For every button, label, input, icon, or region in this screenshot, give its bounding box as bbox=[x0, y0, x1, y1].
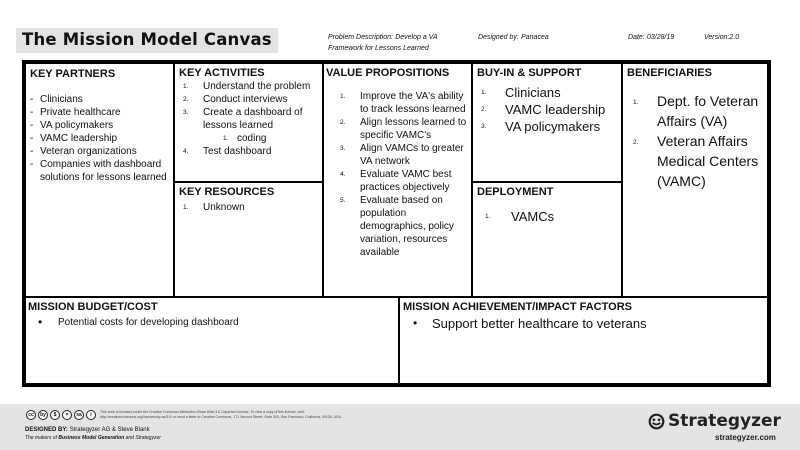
list-item: 4. Evaluate VAMC best practices objectively bbox=[340, 169, 452, 193]
designed-by-footer bbox=[25, 427, 150, 434]
budget-heading: MISSION BUDGET/COST bbox=[28, 301, 158, 313]
budget-list bbox=[28, 316, 396, 329]
key-partners-box bbox=[24, 62, 175, 298]
value-propositions-list bbox=[326, 90, 469, 259]
page-title: The Mission Model Canvas bbox=[22, 30, 272, 49]
list-item: 2. Conduct interviews bbox=[183, 94, 288, 105]
list-item: 2. Veteran Affairs Medical Centers (VAMC) bbox=[633, 133, 759, 189]
key-activities-list bbox=[179, 80, 318, 158]
buy-in-support-box bbox=[471, 62, 623, 183]
footer bbox=[0, 404, 800, 450]
list-item: 5. Evaluate based on population demographics, policy variation, resources available bbox=[340, 195, 454, 258]
problem-description bbox=[328, 32, 438, 54]
sa-icon: sa bbox=[74, 410, 84, 420]
list-item: 2. Align lessons learned to specific VAMC's bbox=[340, 117, 467, 141]
version bbox=[704, 32, 739, 43]
strategyzer-logo-icon bbox=[648, 413, 665, 430]
list-item: • Support better healthcare to veterans bbox=[403, 315, 764, 332]
buy-in-heading: BUY-IN & SUPPORT bbox=[477, 67, 582, 79]
version-value: 2.0 bbox=[729, 34, 740, 41]
list-item: 1. Clinicians bbox=[481, 85, 561, 100]
by-icon: by bbox=[38, 410, 48, 420]
buy-in-list bbox=[477, 84, 617, 135]
deployment-list bbox=[477, 208, 617, 225]
value-propositions-heading: VALUE PROPOSITIONS bbox=[326, 67, 450, 79]
designed-value: Panacea bbox=[521, 34, 549, 41]
key-resources-heading: KEY RESOURCES bbox=[179, 186, 275, 198]
strategyzer-logo[interactable] bbox=[648, 411, 781, 431]
beneficiaries-heading: BENEFICIARIES bbox=[627, 67, 712, 79]
list-item: 1. Unknown bbox=[183, 202, 245, 213]
list-item: 3. VA policymakers bbox=[481, 119, 601, 134]
key-resources-list bbox=[179, 201, 318, 214]
list-item: 1. Understand the problem bbox=[183, 81, 311, 92]
problem-value-1: Develop a VA bbox=[395, 34, 438, 41]
list-item: 1. Dept. fo Veteran Affairs (VA) bbox=[633, 93, 759, 129]
nd-icon: = bbox=[62, 410, 72, 420]
key-partners-heading: KEY PARTNERS bbox=[30, 68, 116, 80]
list-item: 1. coding bbox=[223, 133, 267, 144]
mission-budget-box bbox=[24, 296, 400, 385]
designed-label: Designed by: bbox=[478, 34, 519, 41]
list-item: - Veteran organizations bbox=[30, 145, 169, 158]
brand-name: Strategyzer bbox=[668, 411, 781, 431]
list-item: 2. VAMC leadership bbox=[481, 102, 606, 117]
info-icon: i bbox=[86, 410, 96, 420]
key-activities-heading: KEY ACTIVITIES bbox=[179, 67, 265, 79]
list-item: - VAMC leadership bbox=[30, 132, 169, 145]
license-text: This work is licensed under the Creative Commons Attribution-Share Alike 3.0 Unported License. To view a copy of this license, visit: http://creativecommons.org/licenses/by-sa/3.0/ or send a letter to Creative Commons, 171 Second Street, Suite 300, San Francisco, California, 94105, USA. bbox=[100, 410, 342, 419]
list-item: 1. VAMCs bbox=[485, 209, 555, 224]
impact-list bbox=[403, 315, 764, 332]
beneficiaries-box bbox=[621, 62, 769, 298]
brand-url-link[interactable]: strategyzer.com bbox=[715, 433, 776, 442]
nc-icon: $ bbox=[50, 410, 60, 420]
list-item: - Clinicians bbox=[30, 93, 169, 106]
list-item: 4. Test dashboard bbox=[183, 146, 272, 157]
cc-license-icons bbox=[26, 410, 96, 420]
list-item: 1. Improve the VA's ability to track lessons learned bbox=[340, 91, 466, 115]
list-item: - VA policymakers bbox=[30, 119, 169, 132]
designed-by bbox=[478, 32, 549, 43]
list-item: 3. Create a dashboard of lessons learned 1. coding bbox=[183, 106, 318, 145]
list-item: - Companies with dashboard solutions for lessons learned bbox=[30, 158, 169, 184]
key-resources-box bbox=[173, 181, 324, 298]
version-label: Version: bbox=[704, 34, 730, 41]
problem-label: Problem Description: bbox=[328, 34, 393, 41]
date-label: Date: bbox=[628, 34, 645, 41]
problem-value-2: Framework for Lessons Learned bbox=[328, 45, 429, 52]
cc-icon: cc bbox=[26, 410, 36, 420]
date bbox=[628, 32, 674, 43]
list-item: 3. Align VAMCs to greater VA network bbox=[340, 143, 464, 167]
key-partners-list bbox=[30, 93, 169, 184]
canvas-grid bbox=[22, 60, 771, 387]
designed-by-value: Strategyzer AG & Steve Blank bbox=[69, 427, 150, 433]
designed-by-label: DESIGNED BY: bbox=[25, 427, 68, 433]
impact-heading: MISSION ACHIEVEMENT/IMPACT FACTORS bbox=[403, 301, 632, 313]
value-propositions-box bbox=[322, 62, 473, 298]
list-item: - Private healthcare bbox=[30, 106, 169, 119]
date-value: 03/28/19 bbox=[646, 34, 675, 41]
deployment-heading: DEPLOYMENT bbox=[477, 186, 554, 198]
sub-list bbox=[203, 132, 318, 145]
key-activities-box bbox=[173, 62, 324, 183]
deployment-box bbox=[471, 181, 623, 298]
makers-text: The makers of Business Model Generation and Strategyzer bbox=[25, 435, 161, 441]
title-banner bbox=[16, 28, 278, 53]
beneficiaries-list bbox=[627, 91, 763, 191]
list-item: • Potential costs for developing dashboard bbox=[28, 316, 396, 329]
mission-impact-box bbox=[398, 296, 769, 385]
